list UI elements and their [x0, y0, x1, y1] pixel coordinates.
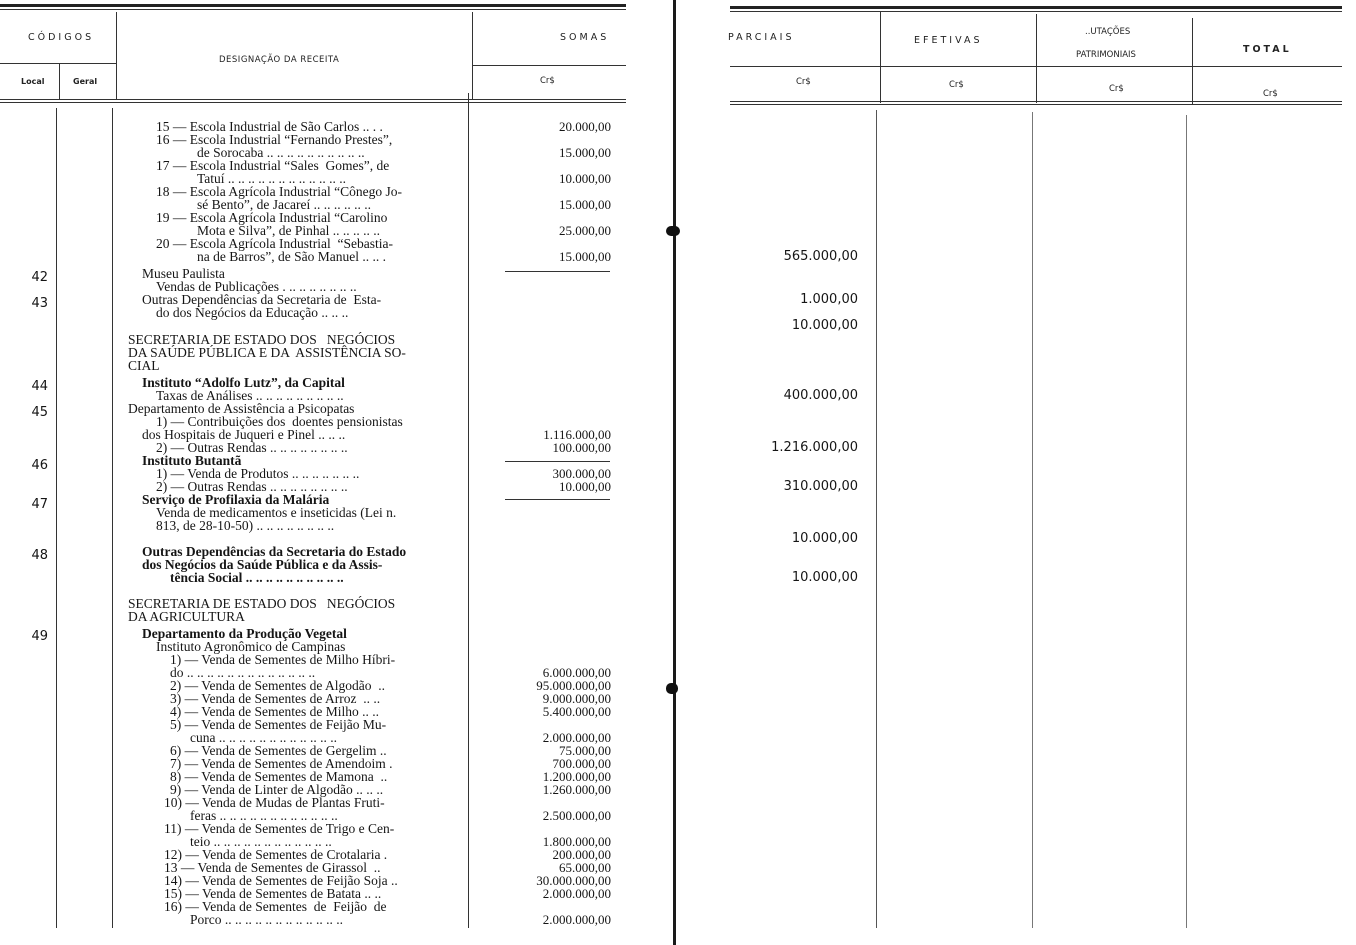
receita-line: feras .. .. .. .. .. .. .. .. .. .. .. .. [190, 808, 338, 823]
receita-line: 10) — Venda de Mudas de Plantas Fruti- [164, 795, 385, 810]
parcial-value: 1.216.000,00 [771, 440, 858, 455]
receita-line: 16 — Escola Industrial “Fernando Prestes”, [156, 132, 393, 147]
receita-line: Instituto Butantã [142, 453, 242, 468]
right-body-col-2 [1032, 112, 1033, 928]
receita-line: 1) — Venda de Sementes de Milho Híbri- [170, 652, 396, 667]
receita-line: 2) — Venda de Sementes de Algodão .. [170, 678, 385, 693]
soma-value: 1.800.000,00 [542, 834, 611, 849]
soma-value: 10.000,00 [559, 479, 611, 494]
soma-value: 10.000,00 [559, 171, 611, 186]
receita-line: 13 — Venda de Sementes de Girassol .. [164, 860, 381, 875]
receita-line: Outras Dependências da Secretaria de Esta- [142, 292, 382, 307]
soma-value: 700.000,00 [552, 756, 611, 771]
parcial-value: 10.000,00 [791, 531, 858, 546]
header-somas-unit: Cr$ [540, 76, 555, 86]
top-rule [0, 4, 626, 7]
soma-value: 75.000,00 [559, 743, 611, 758]
right-body-col-3 [1186, 115, 1187, 928]
receita-line: Departamento de Assistência a Psicopatas [128, 401, 355, 416]
header-bottom-rule [0, 99, 626, 100]
code-local: 43 [31, 296, 48, 311]
receita-line: Instituto “Adolfo Lutz”, da Capital [142, 375, 345, 390]
somas-divider [472, 65, 626, 66]
parcial-value: 10.000,00 [791, 570, 858, 585]
receita-line: 19 — Escola Agrícola Industrial “Carolino [156, 210, 388, 225]
receita-line: SECRETARIA DE ESTADO DOS NEGÓCIOS [128, 332, 396, 347]
code-local: 44 [31, 379, 48, 394]
header-somas: SOMAS [560, 32, 610, 43]
soma-value: 1.200.000,00 [542, 769, 611, 784]
right-top-rule [730, 6, 1342, 9]
top-rule-thin [0, 9, 626, 10]
receita-line: 813, de 28-10-50) .. .. .. .. .. .. .. .. [156, 518, 335, 533]
soma-value: 200.000,00 [552, 847, 611, 862]
book-gutter [664, 0, 684, 945]
receita-line: Mota e Silva”, de Pinhal .. .. .. .. .. [197, 223, 380, 238]
soma-value: 25.000,00 [559, 223, 611, 238]
receita-line: 8) — Venda de Sementes de Mamona .. [170, 769, 388, 784]
soma-value: 20.000,00 [559, 119, 611, 134]
header-mutacoes-2: PATRIMONIAIS [1076, 50, 1136, 60]
receita-line: 5) — Venda de Sementes de Feijão Mu- [170, 717, 387, 732]
receita-line: 17 — Escola Industrial “Sales Gomes”, de [156, 158, 390, 173]
receita-line: 1) — Venda de Produtos .. .. .. .. .. .. .. [156, 466, 360, 481]
soma-value: 1.116.000,00 [543, 427, 611, 442]
receita-line: sé Bento”, de Jacareí .. .. .. .. .. .. [197, 197, 371, 212]
right-col-sep-1 [880, 11, 881, 103]
receita-line: 20 — Escola Agrícola Industrial “Sebastia- [156, 236, 393, 251]
right-col-sep-2 [1036, 14, 1037, 103]
body-col-geral [112, 108, 113, 928]
receita-line: Porco .. .. .. .. .. .. .. .. .. .. .. .. [190, 912, 343, 927]
col-local-geral-sep [59, 63, 60, 100]
header-total-unit: Cr$ [1263, 89, 1278, 99]
soma-value: 1.260.000,00 [542, 782, 611, 797]
receita-line: Serviço de Profilaxia da Malária [142, 492, 330, 507]
header-efetivas: EFETIVAS [914, 35, 983, 46]
receita-line: 12) — Venda de Sementes de Crotalaria . [164, 847, 388, 862]
col-desc-sep [472, 12, 473, 100]
code-local: 42 [31, 270, 48, 285]
right-header-bottom-2 [730, 104, 1342, 105]
codes-divider [0, 63, 116, 64]
receita-line: Venda de medicamentos e inseticidas (Lei n. [156, 505, 397, 520]
receita-line: do .. .. .. .. .. .. .. .. .. .. .. .. .. [170, 665, 316, 680]
col-codes-sep [116, 12, 117, 100]
receita-line: 9) — Venda de Linter de Algodão .. .. .. [170, 782, 384, 797]
receita-line: CIAL [128, 358, 160, 373]
header-parciais: PARCIAIS [728, 32, 795, 43]
soma-value: 5.400.000,00 [542, 704, 611, 719]
receita-line: Outras Dependências da Secretaria do Estado [142, 544, 407, 559]
parcial-value: 400.000,00 [783, 388, 858, 403]
header-total: TOTAL [1243, 44, 1292, 55]
receita-line: 15 — Escola Industrial de São Carlos .. . . [156, 119, 383, 134]
parcial-value: 10.000,00 [791, 318, 858, 333]
soma-value: 300.000,00 [552, 466, 611, 481]
receita-line: 6) — Venda de Sementes de Gergelim .. [170, 743, 387, 758]
soma-value: 15.000,00 [559, 197, 611, 212]
receita-line: na de Barros”, de São Manuel .. .. . [197, 249, 386, 264]
receita-line: 14) — Venda de Sementes de Feijão Soja .. [164, 873, 398, 888]
receita-line: de Sorocaba .. .. .. .. .. .. .. .. .. .. [197, 145, 365, 160]
soma-value: 100.000,00 [552, 440, 611, 455]
code-local: 49 [31, 629, 48, 644]
receita-line: DA SAÚDE PÚBLICA E DA ASSISTÊNCIA SO- [128, 345, 406, 360]
receita-line: 7) — Venda de Sementes de Amendoim . [170, 756, 393, 771]
receita-line: dos Hospitais de Juqueri e Pinel .. .. .. [142, 427, 346, 442]
receita-line: 15) — Venda de Sementes de Batata .. .. [164, 886, 382, 901]
receita-line: 2) — Outras Rendas .. .. .. .. .. .. .. .. [156, 479, 348, 494]
header-parciais-unit: Cr$ [796, 77, 811, 87]
parcial-value: 565.000,00 [783, 249, 858, 264]
receita-line: Vendas de Publicações . .. .. .. .. .. .. .. [156, 279, 357, 294]
receita-line: tência Social .. .. .. .. .. .. .. .. .. .. [170, 570, 344, 585]
parcial-value: 1.000,00 [800, 292, 858, 307]
receita-line: dos Negócios da Saúde Pública e da Assis- [142, 557, 383, 572]
header-mutacoes-unit: Cr$ [1109, 84, 1124, 94]
soma-value: 2.500.000,00 [542, 808, 611, 823]
code-local: 45 [31, 405, 48, 420]
receita-line: Tatuí .. .. .. .. .. .. .. .. .. .. .. .. [197, 171, 347, 186]
code-local: 47 [31, 497, 48, 512]
soma-value: 15.000,00 [559, 249, 611, 264]
receita-line: Instituto Agronômico de Campinas [156, 639, 346, 654]
receita-line: DA AGRICULTURA [128, 609, 245, 624]
soma-value: 6.000.000,00 [542, 665, 611, 680]
receita-line: do dos Negócios da Educação .. .. .. [156, 305, 349, 320]
subtotal-rule-2 [505, 461, 610, 462]
soma-value: 95.000.000,00 [536, 678, 611, 693]
header-local: Local [21, 77, 45, 86]
code-local: 48 [31, 548, 48, 563]
code-local: 46 [31, 458, 48, 473]
header-geral: Geral [73, 77, 98, 86]
soma-value: 2.000.000,00 [542, 886, 611, 901]
parcial-value: 310.000,00 [783, 479, 858, 494]
soma-value: 9.000.000,00 [542, 691, 611, 706]
right-body-col-1 [876, 110, 877, 928]
soma-value: 2.000.000,00 [542, 912, 611, 927]
subtotal-rule-3 [505, 499, 610, 500]
body-col-desc [468, 93, 469, 928]
soma-value: 65.000,00 [559, 860, 611, 875]
soma-value: 30.000.000,00 [536, 873, 611, 888]
receita-line: 11) — Venda de Sementes de Trigo e Cen- [164, 821, 395, 836]
header-codigos: CÓDIGOS [28, 32, 95, 43]
receita-line: Taxas de Análises .. .. .. .. .. .. .. .. .. [156, 388, 344, 403]
right-top-rule-thin [730, 11, 1342, 12]
header-designacao: DESIGNAÇÃO DA RECEITA [219, 55, 340, 65]
soma-value: 2.000.000,00 [542, 730, 611, 745]
receita-line: SECRETARIA DE ESTADO DOS NEGÓCIOS [128, 596, 396, 611]
receita-line: cuna .. .. .. .. .. .. .. .. .. .. .. .. [190, 730, 337, 745]
receita-line: 4) — Venda de Sementes de Milho .. .. [170, 704, 379, 719]
receita-line: 18 — Escola Agrícola Industrial “Cônego Jo- [156, 184, 402, 199]
receita-line: 16) — Venda de Sementes de Feijão de [164, 899, 387, 914]
body-col-local [56, 108, 57, 928]
receita-line: Museu Paulista [142, 266, 225, 281]
receita-line: 2) — Outras Rendas .. .. .. .. .. .. .. .. [156, 440, 348, 455]
receita-line: teio .. .. .. .. .. .. .. .. .. .. .. .. [190, 834, 332, 849]
right-col-sep-3 [1192, 18, 1193, 104]
soma-value: 15.000,00 [559, 145, 611, 160]
header-bottom-rule-2 [0, 102, 626, 103]
receita-line: Departamento da Produção Vegetal [142, 626, 347, 641]
receita-line: 1) — Contribuições dos doentes pensionistas [156, 414, 403, 429]
receita-line: 3) — Venda de Sementes de Arroz .. .. [170, 691, 381, 706]
header-mutacoes-1: ..UTAÇÕES [1085, 27, 1131, 37]
subtotal-rule-1 [505, 271, 610, 272]
header-efetivas-unit: Cr$ [949, 80, 964, 90]
